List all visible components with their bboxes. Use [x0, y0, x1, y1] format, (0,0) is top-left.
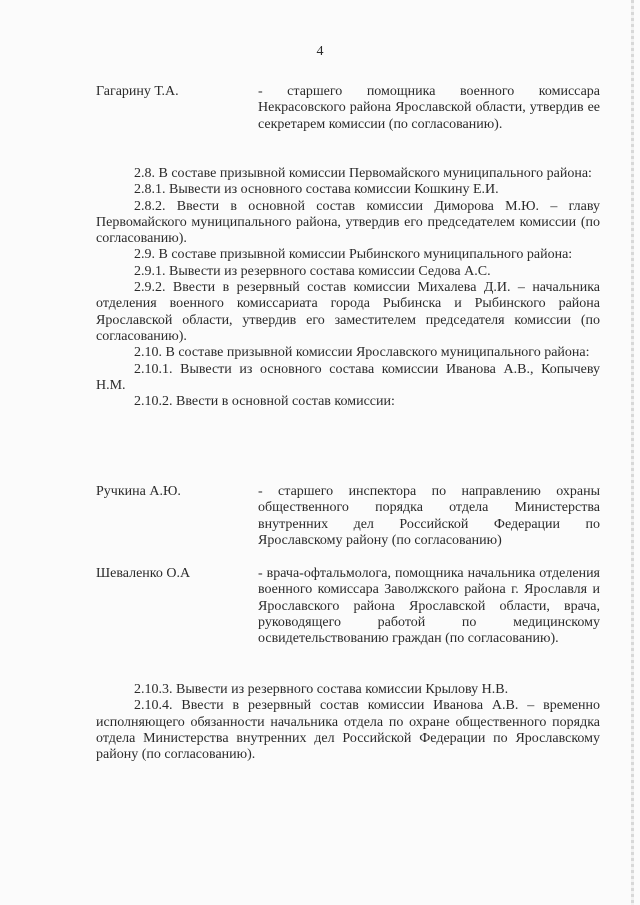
person-entry-gagarina: [96, 84, 600, 150]
page-number: 4: [316, 44, 324, 59]
paragraph-2-10-4: 2.10.4. Ввести в резервный состав комиссии Иванова А.В. – временно исполняющего обязанности начальника отдела по охране общественного порядка отдела Министерства внутренних дел Российской Федерации по Ярославскому району (по согласованию).: [96, 698, 600, 763]
paragraph-2-10: 2.10. В составе призывной комиссии Ярославского муниципального района:: [134, 345, 590, 361]
person-name: Гагарину Т.А.: [96, 84, 179, 99]
person-name: Шеваленко О.А: [96, 566, 191, 581]
paragraph-2-9-1: 2.9.1. Вывести из резервного состава комиссии Седова А.С.: [134, 263, 491, 279]
person-description: - старшего помощника военного комиссара Некрасовского района Ярославской области, утвердив ее секретарем комиссии (по согласованию).: [258, 84, 600, 132]
paragraph-2-9: 2.9. В составе призывной комиссии Рыбинского муниципального района:: [134, 247, 573, 263]
paragraph-2-8-1: 2.8.1. Вывести из основного состава комиссии Кошкину Е.И.: [134, 182, 499, 198]
paragraph-2-10-2: 2.10.2. Ввести в основной состав комиссии:: [134, 394, 395, 410]
final-text-block: [96, 682, 600, 763]
scan-edge-artifact: [631, 0, 634, 905]
paragraph-2-10-3: 2.10.3. Вывести из резервного состава комиссии Крылову Н.В.: [134, 682, 509, 697]
paragraph-2-8-2: 2.8.2. Ввести в основной состав комиссии Диморова М.Ю. – главу Первомайского муниципального района, утвердив его председателем комиссии (по согласованию).: [96, 198, 600, 247]
paragraph-2-10-1: 2.10.1. Вывести из основного состава комиссии Иванова А.В., Копычеву Н.М.: [96, 361, 600, 393]
paragraph-2-8: 2.8. В составе призывной комиссии Первомайского муниципального района:: [134, 166, 592, 181]
person-description: - врача-офтальмолога, помощника начальника отделения военного комиссара Заволжского района г. Ярославля и Ярославского района Ярославской области, врача, руководящего работой по медицинскому освидетельствованию граждан (по согласованию).: [258, 566, 600, 647]
person-description: - старшего инспектора по направлению охраны общественного порядка отдела Министерства внутренних дел Российской Федерации по Ярославскому району (по согласованию): [258, 484, 600, 548]
paragraph-2-9-2: 2.9.2. Ввести в резервный состав комиссии Михалева Д.И. – начальника отделения военного комиссариата города Рыбинска и Рыбинского района Ярославской области, утвердив его заместителем председателя комиссии (по согласованию).: [96, 280, 600, 344]
main-text-block: [96, 166, 600, 410]
person-entry-shevalenko: [96, 566, 600, 666]
person-entry-ruchkina: [96, 484, 600, 550]
person-name: Ручкина А.Ю.: [96, 484, 181, 499]
